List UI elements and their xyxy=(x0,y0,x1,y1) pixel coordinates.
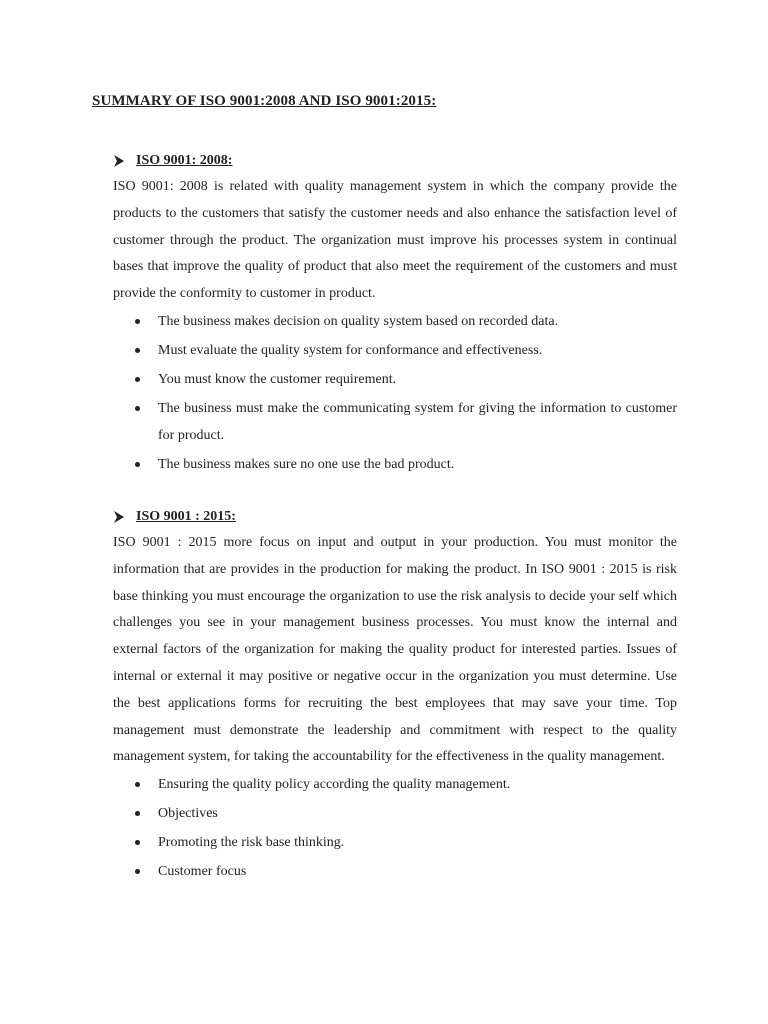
list-item xyxy=(113,800,677,828)
list-item xyxy=(113,337,677,365)
list-item xyxy=(113,308,677,336)
list-item xyxy=(113,366,677,394)
section-heading-text: ISO 9001 : 2015: xyxy=(136,509,236,524)
list-item-text: Ensuring the quality policy according the quality management. xyxy=(158,777,511,793)
list-item xyxy=(113,858,677,886)
section-heading xyxy=(113,506,677,528)
section-paragraph: ISO 9001 : 2015 more focus on input and output in your production. You must monitor the information that are provides in the production for making the product. In ISO 9001 : 2015 is risk base thinking you must encourage the organization to use the risk analysis to decide your self which challenges you see in your management business processes. You must know the internal and external factors of the organization for making the quality product for interested parties. Issues of internal or external it may positive or negative occur in the organization you must determine. Use the best applications forms for recruiting the best employees that may save your time. Top management must demonstrate the leadership and commitment with respect to the quality management system, for taking the accountability for the effectiveness in the quality management. xyxy=(113,535,677,765)
list-item-text: Objectives xyxy=(158,806,218,822)
bullet-dot-icon xyxy=(135,319,140,324)
section-iso-9001-2008 xyxy=(113,150,677,480)
list-item-text: The business makes sure no one use the bad product. xyxy=(158,457,455,473)
list-item xyxy=(113,395,677,450)
bullet-dot-icon xyxy=(135,811,140,816)
list-item-text: The business must make the communicating system for giving the information to customer for product. xyxy=(158,400,677,444)
section-heading-text: ISO 9001: 2008: xyxy=(136,153,233,168)
list-item xyxy=(113,829,677,857)
bullet-dot-icon xyxy=(135,377,140,382)
list-item-text: Must evaluate the quality system for conformance and effectiveness. xyxy=(158,342,543,358)
bullet-dot-icon xyxy=(135,782,140,787)
bullet-dot-icon xyxy=(135,869,140,874)
list-item xyxy=(113,771,677,799)
bullet-list xyxy=(113,771,677,886)
section-heading xyxy=(113,150,677,172)
list-item-text: Promoting the risk base thinking. xyxy=(158,835,345,851)
bullet-dot-icon xyxy=(135,348,140,353)
document-title: SUMMARY OF ISO 9001:2008 AND ISO 9001:2015: xyxy=(92,93,437,109)
bullet-dot-icon xyxy=(135,840,140,845)
bullet-list xyxy=(113,308,677,479)
list-item-text: You must know the customer requirement. xyxy=(158,371,397,387)
bullet-dot-icon xyxy=(135,462,140,467)
arrowhead-bullet-icon xyxy=(113,150,125,167)
list-item-text: The business makes decision on quality system based on recorded data. xyxy=(158,313,559,329)
section-iso-9001-2015 xyxy=(113,506,677,887)
bullet-dot-icon xyxy=(135,406,140,411)
list-item-text: Customer focus xyxy=(158,864,247,880)
arrowhead-bullet-icon xyxy=(113,506,125,523)
section-paragraph: ISO 9001: 2008 is related with quality management system in which the company provide the products to the customers that satisfy the customer needs and also enhance the satisfaction level of customer through the product. The organization must improve his processes system in continual bases that improve the quality of product that also meet the requirement of the customers and must provide the conformity to customer in product. xyxy=(113,179,677,302)
list-item xyxy=(113,451,677,479)
